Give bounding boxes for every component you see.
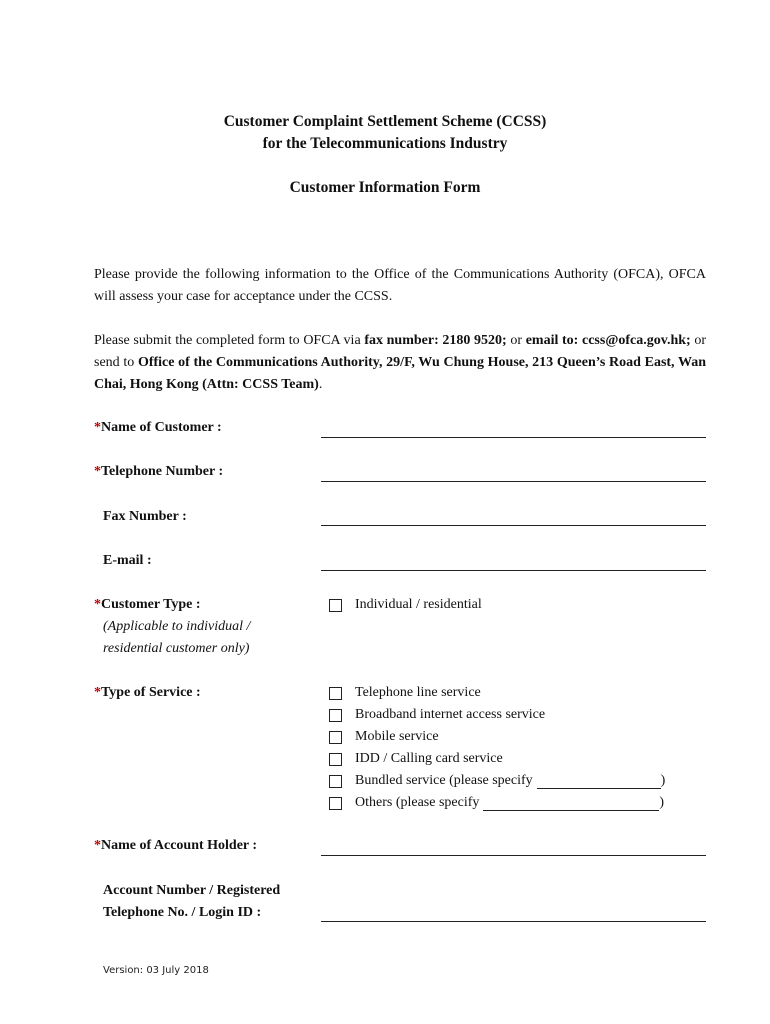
telephone-service-label: Telephone line service: [355, 685, 481, 700]
period: .: [318, 377, 323, 392]
form-title: Customer Information Form: [289, 179, 481, 196]
telephone-number-field[interactable]: [321, 481, 706, 482]
intro-paragraph-1: Please provide the following information to the Office of the Communications Authority (OFCA), OFCA will assess your case for acceptance under the CCSS.: [94, 267, 706, 304]
required-marker: *: [94, 464, 101, 479]
or-text-1: or: [506, 333, 526, 348]
broadband-service-label: Broadband internet access service: [355, 707, 546, 722]
title-line-1: Customer Complaint Settlement Scheme (CCSS): [223, 113, 547, 130]
type-of-service-text: Type of Service :: [101, 685, 201, 700]
service-option-others[interactable]: [329, 792, 664, 814]
bundled-close-paren: ): [660, 773, 666, 788]
account-number-label-line-2: Telephone No. / Login ID :: [103, 905, 262, 920]
service-option-bundled[interactable]: [329, 770, 665, 792]
fax-number-label: Fax Number :: [103, 509, 187, 524]
required-marker: *: [94, 420, 101, 435]
name-of-customer-label: [94, 417, 222, 439]
required-marker: *: [94, 838, 101, 853]
account-number-label-line-1: Account Number / Registered: [103, 883, 281, 898]
checkbox-individual[interactable]: [329, 599, 342, 612]
submit-text: Please submit the completed form to OFCA via: [94, 333, 365, 348]
type-of-service-label: [94, 682, 201, 704]
version-footer: Version: 03 July 2018: [103, 965, 209, 976]
account-holder-label: [94, 835, 257, 857]
account-holder-text: Name of Account Holder :: [101, 838, 258, 853]
account-holder-field[interactable]: [321, 855, 706, 856]
checkbox-bundled[interactable]: [329, 775, 342, 788]
email-field[interactable]: [321, 570, 706, 571]
others-service-label: Others (please specify: [355, 795, 480, 810]
others-specify-field[interactable]: [483, 796, 659, 811]
required-marker: *: [94, 597, 101, 612]
fax-number: fax number: 2180 9520;: [364, 333, 507, 348]
telephone-number-text: Telephone Number :: [101, 464, 224, 479]
mobile-service-label: Mobile service: [355, 729, 439, 744]
customer-type-label: [94, 594, 201, 616]
checkbox-others[interactable]: [329, 797, 342, 810]
service-option-mobile[interactable]: [329, 726, 439, 748]
customer-type-individual-option[interactable]: [329, 594, 482, 616]
name-of-customer-field[interactable]: [321, 437, 706, 438]
checkbox-idd[interactable]: [329, 753, 342, 766]
email-label: E-mail :: [103, 553, 152, 568]
service-option-telephone[interactable]: [329, 682, 481, 704]
fax-number-field[interactable]: [321, 525, 706, 526]
customer-type-note-1: (Applicable to individual /: [103, 619, 251, 634]
customer-type-text: Customer Type :: [101, 597, 201, 612]
idd-service-label: IDD / Calling card service: [355, 751, 503, 766]
others-close-paren: ): [659, 795, 665, 810]
service-option-broadband[interactable]: [329, 704, 545, 726]
checkbox-telephone[interactable]: [329, 687, 342, 700]
postal-address: Office of the Communications Authority, 29/F, Wu Chung House, 213 Queen’s Road East, Wan Chai, Hong Kong (Attn: CCSS Team): [94, 355, 706, 392]
name-of-customer-text: Name of Customer :: [101, 420, 222, 435]
intro-paragraph-2: [94, 330, 706, 396]
title-line-2: for the Telecommunications Industry: [262, 135, 508, 152]
telephone-number-label: [94, 461, 223, 483]
required-marker: *: [94, 685, 101, 700]
account-number-field[interactable]: [321, 921, 706, 922]
customer-type-note-2: residential customer only): [103, 641, 250, 656]
bundled-service-label: Bundled service (please specify: [355, 773, 533, 788]
or-send-text: or send to: [94, 333, 707, 370]
service-option-idd[interactable]: [329, 748, 503, 770]
individual-label: Individual / residential: [355, 597, 482, 612]
email-address: email to: ccss@ofca.gov.hk;: [525, 333, 691, 348]
checkbox-broadband[interactable]: [329, 709, 342, 722]
checkbox-mobile[interactable]: [329, 731, 342, 744]
bundled-specify-field[interactable]: [537, 774, 661, 789]
